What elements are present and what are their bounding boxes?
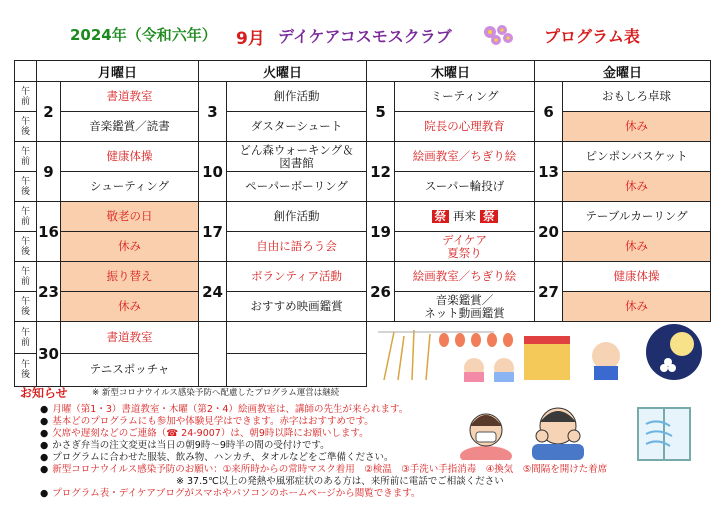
notice-subtitle: ※ 新型コロナウイルス感染予防へ配慮したプログラム運営は継続 [92,388,340,398]
event-text: 休み [625,239,649,253]
event-text: シューティング [89,179,170,193]
event-cell [227,262,367,292]
event-cell [61,112,199,142]
event-cell [563,202,711,232]
event-text: デイケア 夏祭り [442,232,488,260]
day-number: 9 [37,142,61,202]
day-number: 23 [37,262,61,322]
slot-label-pm: 午 後 [15,112,37,142]
event-cell [395,172,535,202]
corner-cell [15,61,37,82]
notice-text: 月曜（第1・3）書道教室・木曜（第2・4）絵画教室は、講師の先生が来られます。 [52,404,409,415]
event-cell [395,262,535,292]
event-text: おもしろ卓球 [602,89,672,103]
event-text: 振り替え [106,269,153,283]
slot-label-pm: 午 後 [15,232,37,262]
event-cell [395,202,535,232]
event-cell [395,112,535,142]
event-text: 休み [625,119,649,133]
bullet-icon: ● [40,416,49,427]
event-text: 休み [625,299,649,313]
event-cell [563,142,711,172]
event-text: 再来 [453,209,477,223]
slot-label-pm: 午 後 [15,292,37,322]
slot-label-am: 午 前 [15,202,37,232]
event-cell [395,142,535,172]
event-text: 休み [625,179,649,193]
event-cell [61,82,199,112]
event-cell [61,322,199,354]
day-number: 19 [367,202,395,262]
header-friday: 金曜日 [535,61,711,82]
event-cell [563,82,711,112]
event-cell [61,292,199,322]
event-text: 音楽鑑賞／ ネット動画鑑賞 [424,292,505,320]
event-cell [227,232,367,262]
notice-text: プログラムに合わせた服装、飲み物、ハンカチ、タオルなどをご準備ください。 [52,452,394,463]
notice-text: 基本どのプログラムにも参加や体験見学はできます。赤字はおすすめです。 [52,416,374,427]
event-text: ダスターシュート [250,119,343,133]
day-number: 20 [535,202,563,262]
event-cell [227,354,367,386]
event-cell [61,202,199,232]
window-ventilation-icon [628,404,700,464]
notice-text: かさぎ弁当の注文変更は当日の朝9時～9時半の間の受付けです。 [52,440,330,451]
handwash-person-icon [524,404,592,464]
event-cell [61,142,199,172]
event-cell [61,354,199,386]
event-text: 休み [118,299,141,313]
notice-line [40,485,421,499]
notice-text: ※ 37.5℃以上の発熱や風邪症状のある方は、来所前に電話でご相談ください [176,476,504,487]
event-cell [61,172,199,202]
bullet-icon: ● [40,428,49,439]
event-text: 絵画教室／ちぎり絵 [412,149,517,163]
page-title [0,24,720,50]
event-text: 創作活動 [273,209,320,223]
event-cell [563,112,711,142]
bullet-icon: ● [40,488,49,499]
event-cell [395,292,535,322]
event-cell [395,82,535,112]
bullet-icon: ● [40,404,49,415]
event-cell [227,112,367,142]
event-text: おすすめ映画鑑賞 [250,299,343,313]
bullet-icon: ● [40,440,49,451]
event-cell [227,202,367,232]
day-number: 10 [199,142,227,202]
event-cell [227,142,367,172]
event-text: 書道教室 [106,89,153,103]
day-number: 24 [199,262,227,322]
event-text: 健康体操 [613,269,660,283]
header-thursday: 木曜日 [367,61,535,82]
event-text: 院長の心理教育 [424,119,505,133]
festival-sign-icon: 祭 [432,210,450,223]
day-number: 2 [37,82,61,142]
event-text: 敬老の日 [106,209,153,223]
notice-text: 欠席や遅刻などのご連絡（☎ 24-9007）は、朝9時以降にお願いします。 [52,428,369,439]
event-text: 書道教室 [106,330,153,345]
event-cell [61,262,199,292]
slot-label-pm: 午 後 [15,172,37,202]
event-cell [227,82,367,112]
bullet-icon: ● [40,464,49,475]
header-monday: 月曜日 [37,61,199,82]
event-cell [563,172,711,202]
event-cell [563,262,711,292]
festival-sign-icon-2: 祭 [480,210,498,223]
day-number: 13 [535,142,563,202]
autumn-festival-icon [374,322,704,382]
event-cell [227,322,367,354]
day-number: 5 [367,82,395,142]
header-tuesday: 火曜日 [199,61,367,82]
cosmos-flower-icon [480,22,516,48]
day-number: 12 [367,142,395,202]
slot-label-am: 午 前 [15,82,37,112]
slot-label-am: 午 前 [15,262,37,292]
event-cell [563,232,711,262]
mask-person-icon [456,406,516,460]
slot-label-am: 午 前 [15,142,37,172]
event-text: 健康体操 [106,149,153,163]
event-text: 音楽鑑賞／読書 [89,119,170,133]
event-text: 絵画教室／ちぎり絵 [412,269,517,283]
event-text: ピンポンバスケット [585,149,688,163]
title-month: 9月 [236,29,265,49]
event-cell [227,172,367,202]
notice-section [16,384,712,504]
day-number: 17 [199,202,227,262]
day-number: 26 [367,262,395,322]
event-text: ミーティング [430,89,499,103]
bullet-icon: ● [40,452,49,463]
notice-text: プログラム表・デイケアブログがスマホやパソコンのホームページから閲覧できます。 [52,488,421,499]
day-number [199,322,227,387]
schedule-table [14,60,711,387]
title-year: 2024年（令和六年） [70,26,217,44]
notice-heading: お知らせ [20,386,68,400]
title-club: デイケアコスモスクラブ [278,27,452,46]
event-cell [61,232,199,262]
day-number: 27 [535,262,563,322]
event-text: テーブルカーリング [585,209,688,223]
slot-label-am: 午 前 [15,322,37,354]
event-cell [563,292,711,322]
event-text: テニスポッチャ [89,362,170,377]
event-text: ペーパーボーリング [245,179,348,193]
event-cell [227,292,367,322]
event-text: ボランティア活動 [250,269,343,283]
event-text: 休み [118,239,141,253]
event-text: どん森ウォーキング＆ 図書館 [239,142,354,170]
event-text: スーパー輪投げ [424,179,505,193]
event-text: 創作活動 [273,89,320,103]
day-number: 6 [535,82,563,142]
event-text: 自由に語ろう会 [256,239,337,253]
day-number: 16 [37,202,61,262]
day-number: 3 [199,82,227,142]
event-cell [395,232,535,262]
slot-label-pm: 午 後 [15,354,37,386]
autumn-illustration [367,322,711,387]
title-program: プログラム表 [544,27,640,46]
day-number: 30 [37,322,61,387]
notice-text: 新型コロナウイルス感染予防のお願い：①来所時からの常時マスク着用 ②検温 ③手洗い手指消毒 ④換気 ⑤間隔を開けた着席 [52,464,608,475]
